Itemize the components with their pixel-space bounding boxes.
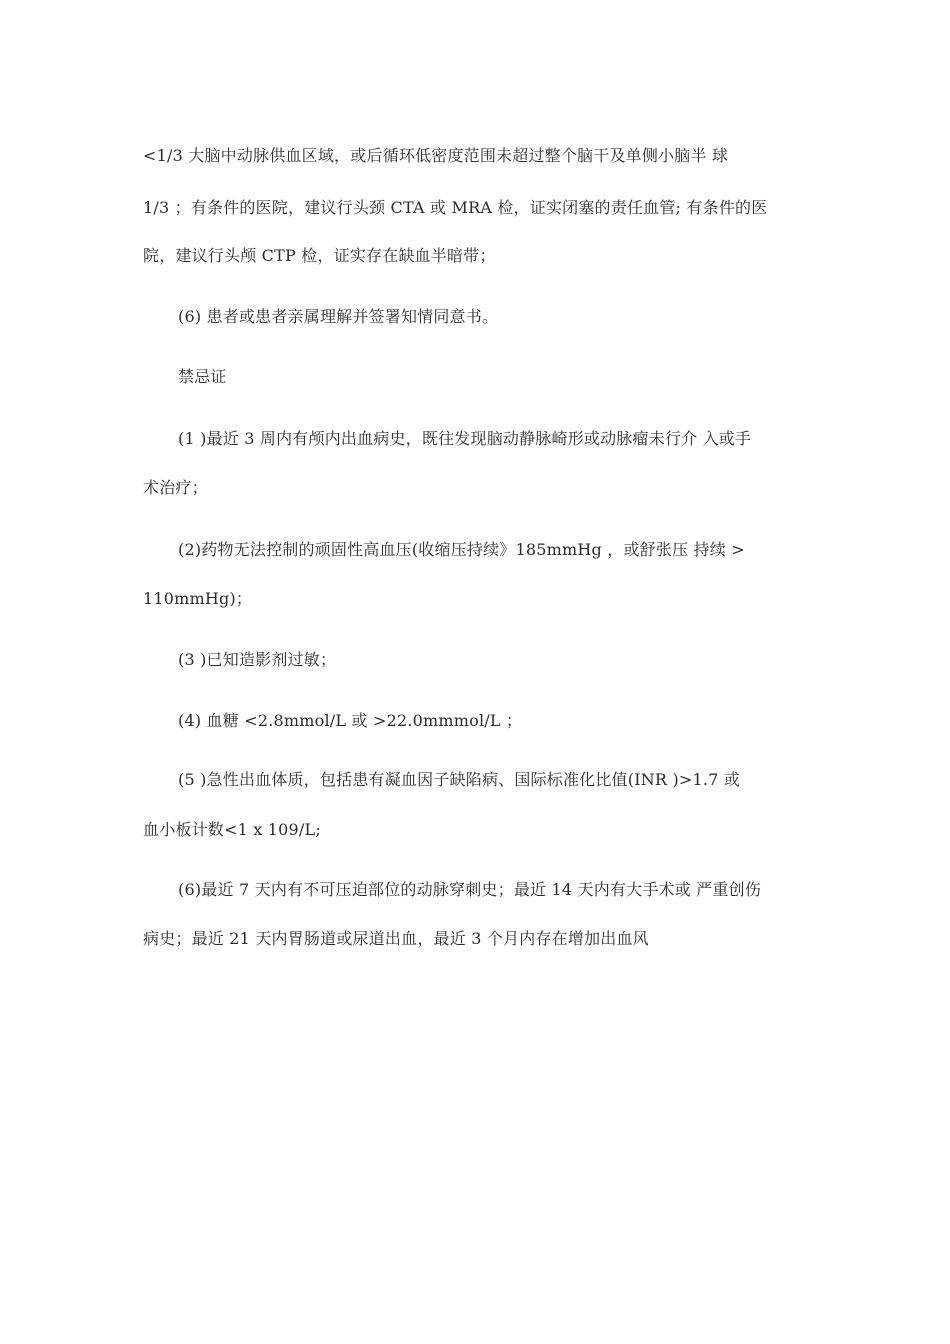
list-item: (6)最近 7 天内有不可压迫部位的动脉穿刺史；最近 14 天内有大手术或 严重创伤 — [178, 880, 762, 899]
list-item: (1 )最近 3 周内有颅内出血病史，既往发现脑动静脉崎形或动脉瘤未行介 入或手 — [178, 429, 752, 448]
text-line: 术治疗； — [143, 478, 208, 497]
list-item: (6) 患者或患者亲属理解并签署知情同意书。 — [178, 307, 499, 326]
list-item: (4) 血糖 <2.8mmol/L 或 >22.0mmmol/L ； — [178, 711, 523, 730]
section-heading: 禁忌证 — [178, 367, 227, 386]
text-line: 院，建议行头颅 CTP 检，证实存在缺血半暗带； — [143, 246, 496, 265]
list-item: (3 )已知造影剂过敏； — [178, 650, 337, 669]
list-item: (5 )急性出血体质，包括患有凝血因子缺陷病、国际标准化比值(INR )>1.7 或 — [178, 770, 741, 789]
text-line: 病史；最近 21 天内胃肠道或尿道出血，最近 3 个月内存在增加出血风 — [143, 929, 649, 948]
list-item: (2)药物无法控制的顽固性高血压(收缩压持续》185mmHg ，或舒张压 持续 > — [178, 540, 745, 559]
text-line: 110mmHg)； — [143, 589, 253, 608]
text-line: <1/3 大脑中动脉供血区域，或后循环低密度范围未超过整个脑干及单侧小脑半 球 — [143, 146, 729, 165]
text-line: 血小板计数<1 x 109/L; — [143, 820, 321, 839]
text-line: 1/3 ；有条件的医院，建议行头颈 CTA 或 MRA 检，证实闭塞的责任血管; 有条件的医 — [143, 198, 768, 217]
